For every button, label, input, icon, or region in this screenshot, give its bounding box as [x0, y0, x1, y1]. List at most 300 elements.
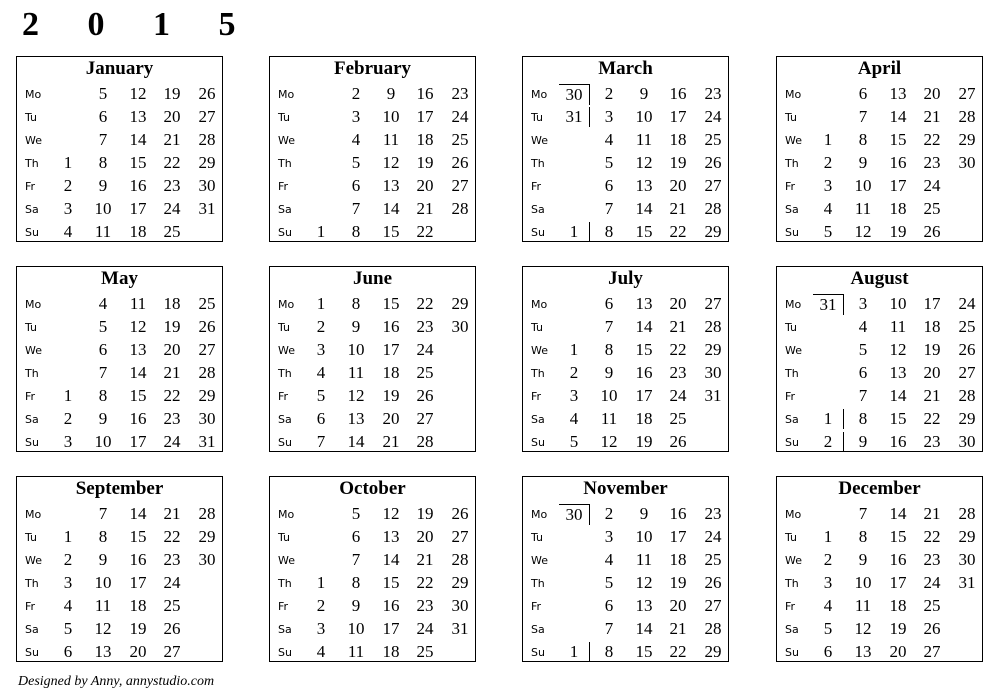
day-cell: 15: [129, 527, 147, 546]
day-cell: 2: [316, 596, 326, 615]
day-cell: 26: [669, 432, 687, 451]
day-cell: 5: [351, 153, 361, 172]
day-cell: 5: [823, 222, 833, 241]
day-cell: 5: [63, 619, 73, 638]
day-cell: 14: [382, 550, 400, 569]
day-cell: 30: [704, 363, 722, 382]
month-name: May: [101, 268, 138, 289]
weekday-label: We: [25, 344, 42, 357]
day-cell: 3: [63, 432, 73, 451]
weekday-label: Sa: [531, 203, 545, 216]
day-cell: 17: [129, 199, 147, 218]
weekday-label: Su: [25, 646, 39, 659]
weekday-label: Su: [278, 646, 292, 659]
weekday-label: Fr: [531, 390, 542, 403]
day-cell: 24: [958, 294, 976, 313]
day-cell: 11: [94, 222, 112, 241]
day-cell: 1: [823, 130, 833, 149]
day-cell: 6: [98, 107, 108, 126]
weekday-label: Th: [278, 157, 292, 170]
day-cell: 25: [958, 317, 976, 336]
day-cell: 19: [889, 222, 907, 241]
day-cell: 30: [958, 153, 976, 172]
weekday-label: Fr: [785, 390, 796, 403]
weekday-label: Sa: [25, 413, 39, 426]
day-cell: 15: [889, 527, 907, 546]
day-cell: 21: [669, 317, 687, 336]
day-cell: 17: [635, 386, 653, 405]
weekday-label: We: [278, 344, 295, 357]
day-cell: 24: [163, 199, 181, 218]
day-cell: 8: [351, 573, 361, 592]
day-cell: 4: [604, 130, 614, 149]
day-cell: 30: [198, 409, 216, 428]
day-cell: 23: [416, 596, 434, 615]
day-cell: 31: [958, 573, 976, 592]
day-cell: 21: [923, 107, 941, 126]
day-cell: 15: [382, 222, 400, 241]
weekday-label: Th: [25, 577, 39, 590]
day-cell: 17: [669, 107, 687, 126]
day-cell: 24: [163, 573, 181, 592]
weekday-label: Th: [531, 577, 545, 590]
weekday-label: We: [785, 344, 802, 357]
day-cell: 17: [889, 176, 907, 195]
day-cell: 4: [569, 409, 579, 428]
day-cell: 4: [63, 596, 73, 615]
day-cell: 23: [923, 550, 941, 569]
weekday-label: Fr: [785, 180, 796, 193]
weekday-label: Th: [25, 157, 39, 170]
day-cell: 5: [604, 153, 614, 172]
day-cell: 19: [416, 153, 434, 172]
day-cell: 23: [163, 176, 181, 195]
day-cell: 25: [923, 199, 941, 218]
day-cell: 26: [923, 222, 941, 241]
day-cell: 27: [923, 642, 941, 661]
weekday-label: Mo: [785, 298, 802, 311]
day-cell: 28: [416, 432, 434, 451]
day-cell: 28: [451, 199, 469, 218]
day-cell: 25: [163, 222, 181, 241]
day-cell: 25: [704, 550, 722, 569]
weekday-label: Fr: [278, 390, 289, 403]
day-cell: 19: [163, 317, 181, 336]
day-cell: 21: [669, 199, 687, 218]
month-april: [776, 56, 983, 242]
day-cell: 6: [604, 176, 614, 195]
month-august: [776, 266, 983, 452]
weekday-label: Su: [785, 646, 799, 659]
weekday-label: Tu: [25, 111, 38, 124]
day-cell: 3: [316, 340, 326, 359]
day-cell: 31: [704, 386, 722, 405]
month-name: December: [838, 478, 921, 499]
day-cell: 24: [704, 527, 722, 546]
day-cell: 27: [163, 642, 181, 661]
day-cell: 16: [129, 550, 147, 569]
weekday-label: Mo: [25, 298, 42, 311]
day-cell: 23: [416, 317, 434, 336]
day-cell: 26: [163, 619, 181, 638]
day-cell: 24: [163, 432, 181, 451]
day-cell: 14: [382, 199, 400, 218]
day-cell: 4: [604, 550, 614, 569]
month-march: [522, 56, 729, 242]
day-cell: 13: [635, 294, 653, 313]
day-cell: 16: [889, 550, 907, 569]
weekday-label: We: [531, 554, 548, 567]
day-cell: 30: [451, 317, 469, 336]
month-name: March: [598, 58, 653, 79]
weekday-label: We: [25, 554, 42, 567]
month-name: January: [85, 58, 154, 79]
day-cell: 5: [604, 573, 614, 592]
day-cell: 6: [98, 340, 108, 359]
day-cell: 20: [669, 294, 687, 313]
weekday-label: Sa: [25, 623, 39, 636]
day-cell: 2: [604, 84, 614, 103]
month-october: [269, 476, 476, 662]
day-cell: 13: [889, 363, 907, 382]
day-cell: 20: [669, 176, 687, 195]
day-cell: 18: [129, 596, 147, 615]
month-name: February: [333, 58, 412, 79]
month-name: November: [583, 478, 668, 499]
day-cell: 1: [316, 294, 326, 313]
weekday-label: Th: [785, 157, 799, 170]
day-cell: 16: [635, 363, 653, 382]
day-cell: 27: [958, 363, 976, 382]
day-cell: 13: [635, 176, 653, 195]
day-cell: 11: [129, 294, 147, 313]
day-cell: 13: [347, 409, 365, 428]
day-cell: 10: [94, 432, 112, 451]
day-cell: 18: [923, 317, 941, 336]
day-cell: 25: [198, 294, 216, 313]
day-cell: 10: [94, 573, 112, 592]
day-cell: 14: [635, 317, 653, 336]
day-cell: 8: [858, 409, 868, 428]
day-cell: 18: [635, 409, 653, 428]
day-cell: 14: [635, 199, 653, 218]
weekday-label: Su: [25, 226, 39, 239]
day-cell: 14: [129, 363, 147, 382]
day-cell: 24: [923, 176, 941, 195]
day-cell: 24: [416, 619, 434, 638]
day-cell: 25: [451, 130, 469, 149]
day-cell: 16: [382, 317, 400, 336]
weekday-label: Mo: [278, 298, 295, 311]
day-cell: 20: [669, 596, 687, 615]
day-cell: 27: [958, 84, 976, 103]
day-cell: 15: [382, 294, 400, 313]
day-cell: 1: [559, 642, 590, 662]
day-cell: 19: [416, 504, 434, 523]
day-cell: 6: [823, 642, 833, 661]
day-cell: 10: [94, 199, 112, 218]
day-cell: 21: [382, 432, 400, 451]
day-cell: 7: [98, 504, 108, 523]
day-cell: 28: [198, 504, 216, 523]
day-cell: 23: [451, 84, 469, 103]
day-cell: 29: [451, 573, 469, 592]
day-cell: 3: [858, 294, 868, 313]
day-cell: 1: [63, 386, 73, 405]
day-cell: 26: [704, 573, 722, 592]
day-cell: 14: [889, 386, 907, 405]
day-cell: 15: [889, 409, 907, 428]
day-cell: 15: [635, 642, 653, 661]
weekday-label: Tu: [531, 531, 544, 544]
weekday-label: Th: [278, 577, 292, 590]
day-cell: 14: [889, 504, 907, 523]
weekday-label: Su: [25, 436, 39, 449]
day-cell: 10: [635, 527, 653, 546]
designer-credit: Designed by Anny, annystudio.com: [18, 674, 215, 689]
day-cell: 19: [382, 386, 400, 405]
day-cell: 28: [198, 363, 216, 382]
day-cell: 30: [958, 550, 976, 569]
day-cell: 7: [604, 619, 614, 638]
day-cell: 7: [98, 363, 108, 382]
day-cell: 19: [889, 619, 907, 638]
weekday-label: We: [278, 134, 295, 147]
day-cell: 16: [129, 409, 147, 428]
day-cell: 26: [958, 340, 976, 359]
day-cell: 7: [351, 550, 361, 569]
day-cell: 12: [94, 619, 112, 638]
day-cell: 12: [129, 317, 147, 336]
day-cell: 28: [958, 504, 976, 523]
weekday-label: Th: [785, 577, 799, 590]
day-cell: 4: [316, 642, 326, 661]
weekday-label: Su: [531, 646, 545, 659]
day-cell: 22: [923, 527, 941, 546]
day-cell: 10: [382, 107, 400, 126]
day-cell: 3: [569, 386, 579, 405]
weekday-label: Tu: [278, 111, 291, 124]
day-cell: 23: [669, 363, 687, 382]
day-cell: 1: [316, 573, 326, 592]
day-cell: 3: [63, 573, 73, 592]
day-cell: 10: [854, 573, 872, 592]
weekday-label: Th: [531, 367, 545, 380]
day-cell: 1: [823, 527, 833, 546]
day-cell: 17: [889, 573, 907, 592]
day-cell: 13: [635, 596, 653, 615]
weekday-label: Fr: [531, 600, 542, 613]
day-cell: 31: [198, 199, 216, 218]
day-cell: 8: [858, 527, 868, 546]
day-cell: 10: [347, 340, 365, 359]
day-cell: 25: [416, 363, 434, 382]
day-cell: 3: [63, 199, 73, 218]
day-cell: 4: [823, 199, 833, 218]
day-cell: 8: [98, 386, 108, 405]
weekday-label: Mo: [785, 508, 802, 521]
day-cell: 29: [451, 294, 469, 313]
day-cell: 12: [889, 340, 907, 359]
day-cell: 29: [958, 527, 976, 546]
day-cell: 11: [382, 130, 400, 149]
day-cell: 22: [416, 573, 434, 592]
day-cell: 9: [351, 596, 361, 615]
weekday-label: Mo: [25, 88, 42, 101]
month-name: June: [352, 268, 393, 289]
day-cell: 12: [600, 432, 618, 451]
day-cell: 13: [94, 642, 112, 661]
day-cell: 2: [316, 317, 326, 336]
day-cell: 22: [163, 527, 181, 546]
day-cell: 29: [958, 409, 976, 428]
day-cell: 21: [416, 550, 434, 569]
day-cell: 16: [889, 432, 907, 451]
weekday-label: Su: [531, 226, 545, 239]
day-cell: 19: [669, 153, 687, 172]
day-cell: 30: [958, 432, 976, 451]
day-cell: 25: [669, 409, 687, 428]
day-cell: 3: [823, 176, 833, 195]
day-cell: 9: [98, 550, 108, 569]
day-cell: 4: [351, 130, 361, 149]
weekday-label: Sa: [278, 623, 292, 636]
day-cell: 27: [704, 176, 722, 195]
day-cell: 15: [889, 130, 907, 149]
day-cell: 5: [98, 84, 108, 103]
day-cell: 6: [858, 84, 868, 103]
day-cell: 22: [923, 130, 941, 149]
day-cell: 20: [923, 363, 941, 382]
day-cell: 29: [198, 527, 216, 546]
weekday-label: Su: [278, 226, 292, 239]
day-cell: 12: [347, 386, 365, 405]
month-name: July: [608, 268, 643, 289]
day-cell: 16: [669, 84, 687, 103]
day-cell: 8: [351, 294, 361, 313]
weekday-label: Sa: [785, 623, 799, 636]
day-cell: 2: [63, 176, 73, 195]
day-cell: 7: [604, 199, 614, 218]
day-cell: 28: [198, 130, 216, 149]
day-cell: 8: [98, 153, 108, 172]
day-cell: 5: [316, 386, 326, 405]
day-cell: 9: [639, 84, 649, 103]
weekday-label: Mo: [278, 88, 295, 101]
day-cell: 3: [351, 107, 361, 126]
day-cell: 22: [163, 386, 181, 405]
weekday-label: Tu: [531, 111, 544, 124]
day-cell: 9: [639, 504, 649, 523]
day-cell: 18: [163, 294, 181, 313]
day-cell: 26: [451, 504, 469, 523]
day-cell: 27: [704, 294, 722, 313]
day-cell: 22: [923, 409, 941, 428]
day-cell: 5: [858, 340, 868, 359]
day-cell: 2: [569, 363, 579, 382]
day-cell: 11: [600, 409, 618, 428]
day-cell: 21: [669, 619, 687, 638]
day-cell: 14: [347, 432, 365, 451]
day-cell: 20: [129, 642, 147, 661]
day-cell: 14: [889, 107, 907, 126]
day-cell: 26: [416, 386, 434, 405]
day-cell: 29: [958, 130, 976, 149]
day-cell: 17: [129, 432, 147, 451]
weekday-label: Mo: [531, 298, 548, 311]
day-cell: 27: [704, 596, 722, 615]
weekday-label: Tu: [785, 111, 798, 124]
day-cell: 15: [129, 153, 147, 172]
weekday-label: Sa: [278, 413, 292, 426]
day-cell: 6: [604, 596, 614, 615]
day-cell: 27: [416, 409, 434, 428]
day-cell: 22: [669, 340, 687, 359]
day-cell: 18: [889, 596, 907, 615]
day-cell: 23: [923, 153, 941, 172]
weekday-label: Tu: [785, 321, 798, 334]
day-cell: 24: [923, 573, 941, 592]
day-cell: 6: [858, 363, 868, 382]
weekday-label: Fr: [531, 180, 542, 193]
weekday-label: Fr: [25, 390, 36, 403]
day-cell: 21: [923, 504, 941, 523]
day-cell: 2: [823, 550, 833, 569]
month-july: [522, 266, 729, 452]
day-cell: 28: [704, 199, 722, 218]
weekday-label: We: [785, 134, 802, 147]
day-cell: 5: [98, 317, 108, 336]
day-cell: 2: [823, 153, 833, 172]
day-cell: 16: [129, 176, 147, 195]
weekday-label: Fr: [785, 600, 796, 613]
day-cell: 28: [451, 550, 469, 569]
day-cell: 14: [129, 130, 147, 149]
day-cell: 2: [63, 409, 73, 428]
day-cell: 24: [704, 107, 722, 126]
day-cell: 28: [704, 317, 722, 336]
day-cell: 18: [382, 642, 400, 661]
weekday-label: Sa: [531, 413, 545, 426]
weekday-label: Sa: [531, 623, 545, 636]
day-cell: 29: [704, 340, 722, 359]
day-cell: 11: [635, 130, 653, 149]
day-cell: 13: [382, 527, 400, 546]
day-cell: 11: [889, 317, 907, 336]
day-cell: 16: [416, 84, 434, 103]
weekday-label: Tu: [278, 531, 291, 544]
month-december: [776, 476, 983, 662]
month-september: [16, 476, 223, 662]
day-cell: 29: [198, 386, 216, 405]
day-cell: 2: [63, 550, 73, 569]
day-cell: 26: [198, 84, 216, 103]
day-cell: 20: [923, 84, 941, 103]
day-cell: 25: [923, 596, 941, 615]
day-cell: 31: [813, 294, 844, 315]
day-cell: 15: [635, 222, 653, 241]
day-cell: 13: [129, 107, 147, 126]
day-cell: 3: [316, 619, 326, 638]
day-cell: 3: [604, 527, 614, 546]
day-cell: 7: [858, 386, 868, 405]
day-cell: 10: [600, 386, 618, 405]
day-cell: 27: [198, 107, 216, 126]
weekday-label: Th: [278, 367, 292, 380]
weekday-label: Mo: [531, 88, 548, 101]
day-cell: 1: [569, 340, 579, 359]
day-cell: 6: [351, 176, 361, 195]
